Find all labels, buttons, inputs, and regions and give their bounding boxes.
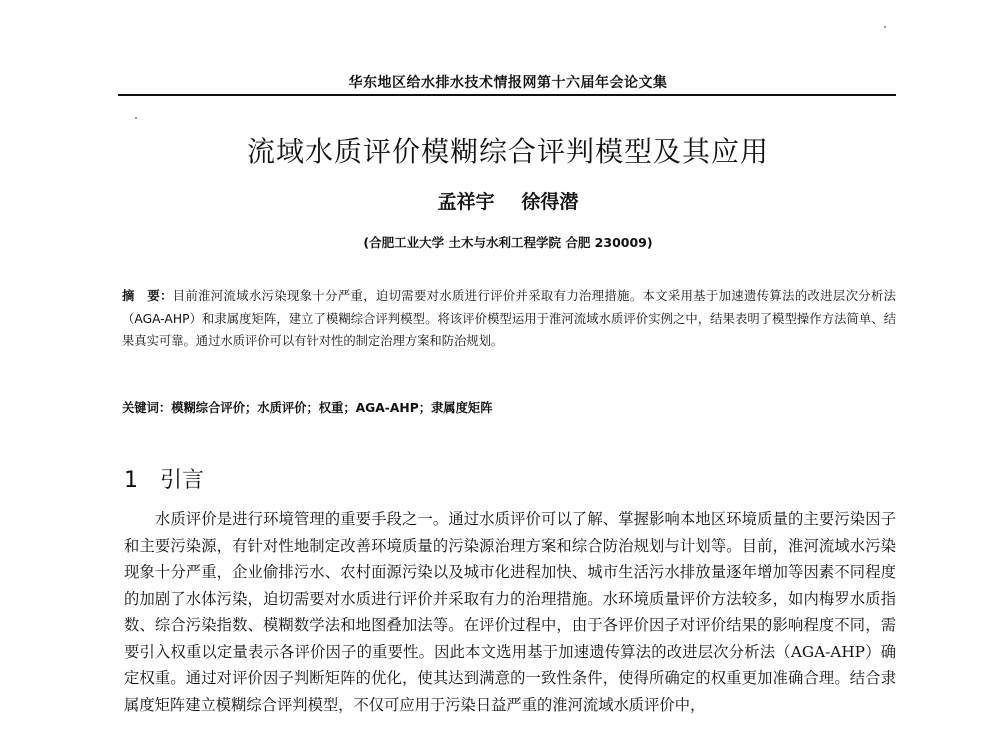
scan-speck [135, 117, 137, 119]
author-name: 孟祥宇 [437, 191, 495, 213]
abstract-label: 摘 要： [122, 289, 173, 303]
author-name: 徐得潜 [521, 191, 579, 213]
running-head: 华东地区给水排水技术情报网第十六届年会论文集 [348, 75, 668, 91]
section-number: 1 [124, 468, 138, 493]
paper-title: 流域水质评价模糊综合评判模型及其应用 [246, 135, 769, 168]
body-paragraph: 水质评价是进行环境管理的重要手段之一。通过水质评价可以了解、掌握影响本地区环境质量的主要污染因子和主要污染源，有针对性地制定改善环境质量的污染源治理方案和综合防治规划与计划等。目前，淮河流域水污染现象十分严重，企业偷排污水、农村面源污染以及城市化进程加快、城市生活污水排放量逐年增加等因素不同程度的加剧了水体污染，迫切需要对水质进行评价并采取有力的治理措施。水环境质量评价方法较多，如内梅罗水质指数、综合污染指数、模糊数学法和地图叠加法等。在评价过程中，由于各评价因子对评价结果的影响程度不同，需要引入权重以定量表示各评价因子的重要性。因此本文选用基于加速遗传算法的改进层次分析法（AGA-AHP）确定权重。通过对评价因子判断矩阵的优化，使其达到满意的一致性条件，使得所确定的权重更加准确合理。结合隶属度矩阵建立模糊综合评判模型，不仅可应用于污染日益严重的淮河流域水质评价中， [124, 510, 896, 714]
section-title: 引言 [160, 468, 205, 493]
keywords [122, 398, 896, 416]
scan-speck [884, 26, 886, 28]
author-affiliation: (合肥工业大学 土木与水利工程学院 合肥 230009) [363, 235, 653, 250]
abstract-text: 目前淮河流域水污染现象十分严重，迫切需要对水质进行评价并采取有力治理措施。本文采用基于加速遗传算法的改进层次分析法（AGA-AHP）和隶属度矩阵，建立了模糊综合评判模型。将该评价模型运用于淮河流域水质评价实例之中，结果表明了模型操作方法简单、结果真实可靠。通过水质评价可以有针对性的制定治理方案和防治规划。 [122, 289, 896, 348]
keywords-label: 关键词： [122, 401, 172, 415]
section-heading [124, 463, 204, 494]
author-list [120, 187, 896, 214]
keywords-text: 模糊综合评价；水质评价；权重；AGA-AHP；隶属度矩阵 [171, 401, 493, 415]
header-rule [118, 94, 896, 96]
abstract [122, 285, 896, 353]
